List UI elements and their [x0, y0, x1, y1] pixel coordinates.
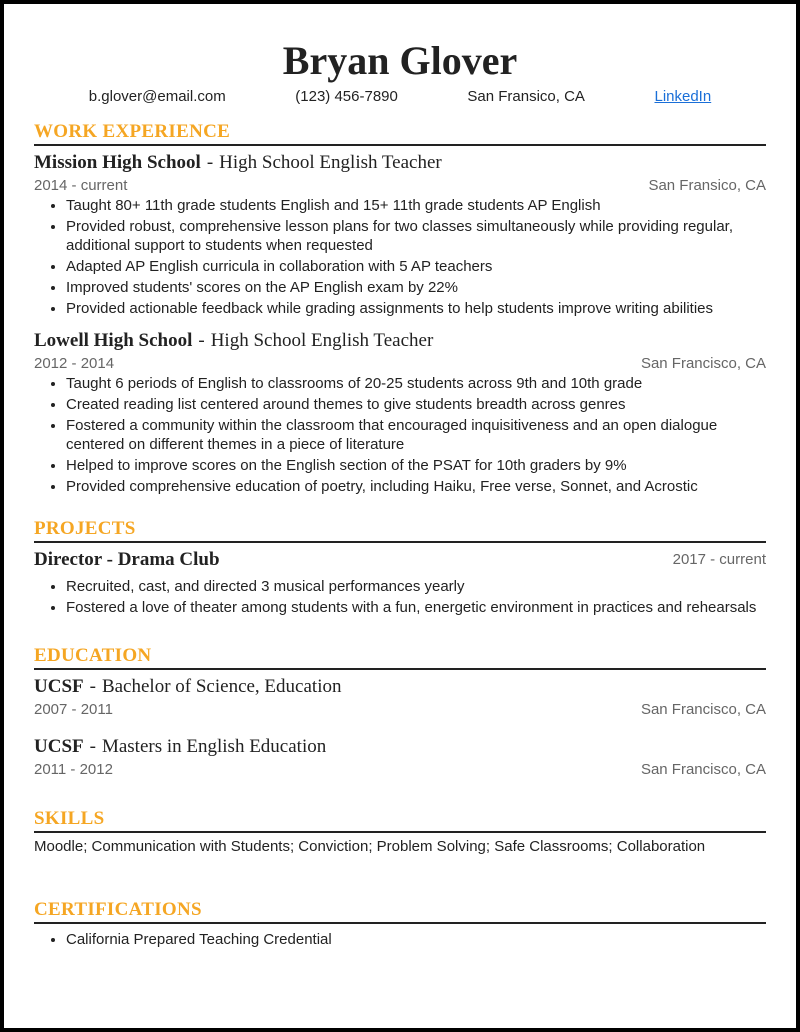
list-item: • Provided comprehensive education of poetry, including Haiku, Free verse, Sonnet, and Acrostic	[66, 477, 766, 496]
job-heading: Lowell High School - High School English Teacher	[34, 330, 434, 351]
job-bullets	[34, 374, 766, 496]
candidate-name: Bryan Glover	[282, 38, 518, 83]
job-heading: Mission High School - High School English Teacher	[34, 152, 442, 173]
education-meta	[34, 700, 766, 720]
list-item: • Adapted AP English curricula in collaboration with 5 AP teachers	[66, 257, 766, 276]
email: b.glover@email.com	[88, 88, 226, 105]
section-title-skills: SKILLS	[34, 808, 766, 833]
job-org: Lowell High School	[34, 330, 193, 351]
project-dates: 2017 - current	[672, 551, 766, 568]
education-org: UCSF	[34, 736, 84, 757]
job-entry	[34, 152, 766, 318]
job-location: San Francisco, CA	[640, 355, 766, 372]
job-bullets	[34, 196, 766, 318]
education-meta	[34, 760, 766, 780]
job-location: San Fransico, CA	[648, 177, 766, 194]
list-item: • Recruited, cast, and directed 3 musical performances yearly	[66, 577, 766, 596]
list-item: • Created reading list centered around themes to give students breadth across genres	[66, 395, 766, 414]
list-item: • Fostered a community within the classroom that encouraged inquisitiveness and an open dialogue centered on different themes in a piece of literature	[66, 416, 766, 454]
section-title-projects: PROJECTS	[34, 518, 766, 543]
section-title-certifications: CERTIFICATIONS	[34, 899, 766, 924]
job-role: High School English Teacher	[210, 330, 434, 351]
resume-page	[4, 4, 796, 1028]
education-entry	[34, 736, 766, 780]
job-dates: 2014 - current	[34, 177, 128, 194]
education-location: San Francisco, CA	[640, 761, 766, 778]
list-item: • Helped to improve scores on the English section of the PSAT for 10th graders by 9%	[66, 456, 766, 475]
contact-line	[34, 88, 766, 105]
project-bullets	[34, 577, 766, 617]
education-section	[34, 645, 766, 780]
work-section	[34, 121, 766, 496]
skills-text: Moodle; Communication with Students; Conviction; Problem Solving; Safe Classrooms; Collaboration	[34, 838, 706, 855]
education-entry	[34, 676, 766, 720]
education-org: UCSF	[34, 676, 84, 697]
list-item: • Taught 80+ 11th grade students English and 15+ 11th grade students AP English	[66, 196, 766, 215]
list-item: • Fostered a love of theater among students with a fun, energetic environment in practices and rehearsals	[66, 598, 766, 617]
job-meta	[34, 176, 766, 196]
certification-list	[34, 930, 766, 949]
job-role: High School English Teacher	[219, 152, 442, 173]
education-dates: 2011 - 2012	[34, 761, 113, 778]
list-item: • Provided actionable feedback while grading assignments to help students improve writing abilities	[66, 299, 766, 318]
job-dates: 2012 - 2014	[34, 355, 115, 372]
job-entry	[34, 330, 766, 496]
job-org: Mission High School	[34, 152, 201, 173]
project-heading	[34, 549, 766, 571]
list-item: • California Prepared Teaching Credential	[66, 930, 766, 949]
education-degree: Masters in English Education	[101, 736, 327, 757]
location: San Fransico, CA	[467, 88, 585, 105]
education-location: San Francisco, CA	[640, 701, 766, 718]
project-title: Director - Drama Club	[34, 549, 220, 570]
list-item: • Improved students' scores on the AP English exam by 22%	[66, 278, 766, 297]
certifications-section	[34, 899, 766, 949]
projects-section	[34, 518, 766, 617]
phone: (123) 456-7890	[295, 88, 398, 105]
job-meta	[34, 354, 766, 374]
education-degree: Bachelor of Science, Education	[101, 676, 342, 697]
list-item: • Taught 6 periods of English to classrooms of 20-25 students across 9th and 10th grade	[66, 374, 766, 393]
section-title-work: WORK EXPERIENCE	[34, 121, 766, 146]
skills-section	[34, 808, 766, 857]
section-title-education: EDUCATION	[34, 645, 766, 670]
education-heading: UCSF - Masters in English Education	[34, 736, 327, 757]
education-dates: 2007 - 2011	[34, 701, 113, 718]
list-item: • Provided robust, comprehensive lesson plans for two classes simultaneously while providing regular, additional support to students when requested	[66, 217, 766, 255]
linkedin-link[interactable]: LinkedIn	[654, 88, 712, 105]
education-heading: UCSF - Bachelor of Science, Education	[34, 676, 342, 697]
